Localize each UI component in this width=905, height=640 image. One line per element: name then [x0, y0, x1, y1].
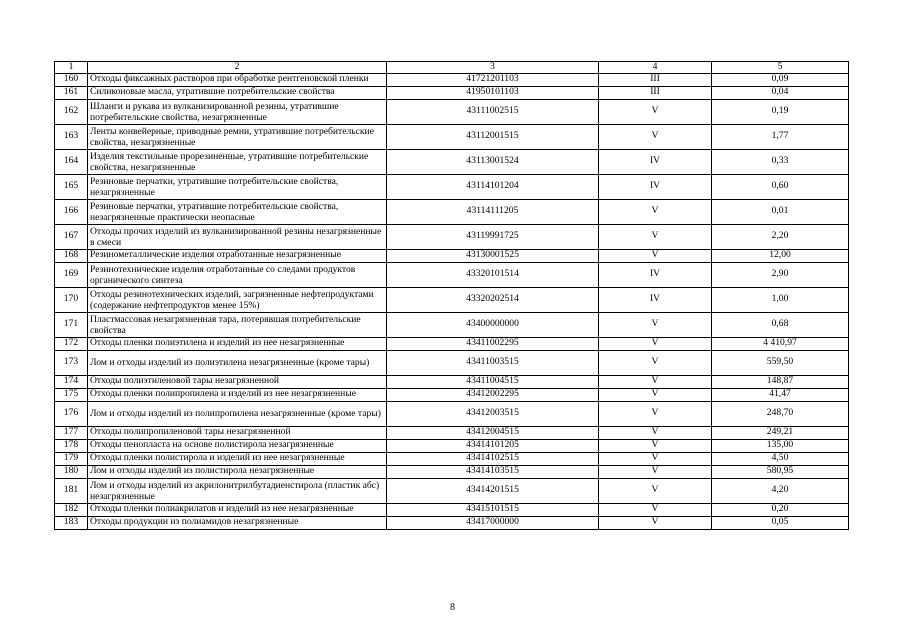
hazard-class-cell: V [599, 124, 712, 149]
waste-table [54, 61, 849, 530]
amount-cell: 12,00 [712, 249, 849, 262]
fkko-code-cell: 43414201515 [387, 478, 599, 503]
row-number-cell: 162 [55, 99, 88, 124]
table-row [55, 375, 849, 388]
amount-cell: 2,90 [712, 262, 849, 287]
hazard-class-cell: V [599, 503, 712, 516]
table-row [55, 388, 849, 401]
waste-name-cell: Отходы фиксажных растворов при обработке рентгеновской пленки [88, 73, 387, 86]
row-number-cell: 160 [55, 73, 88, 86]
waste-name-cell: Резинотехнические изделия отработанные со следами продуктов органического синтеза [88, 262, 387, 287]
page-number: 8 [450, 602, 455, 613]
table-row [55, 199, 849, 224]
amount-cell: 0,20 [712, 503, 849, 516]
fkko-code-cell: 43130001525 [387, 249, 599, 262]
waste-name-cell: Ленты конвейерные, приводные ремни, утратившие потребительские свойства, незагрязненные [88, 124, 387, 149]
fkko-code-cell: 43415101515 [387, 503, 599, 516]
row-number-cell: 175 [55, 388, 88, 401]
row-number-cell: 163 [55, 124, 88, 149]
table-row [55, 426, 849, 439]
amount-cell: 1,77 [712, 124, 849, 149]
waste-name-cell: Отходы пленки полиакрилатов и изделий из нее незагрязненные [88, 503, 387, 516]
amount-cell: 0,09 [712, 73, 849, 86]
fkko-code-cell: 43411004515 [387, 375, 599, 388]
fkko-code-cell: 43411003515 [387, 350, 599, 375]
table-row [55, 73, 849, 86]
table-row [55, 439, 849, 452]
waste-name-cell: Шланги и рукава из вулканизированной резины, утратившие потребительские свойства, незагрязненные [88, 99, 387, 124]
waste-name-cell: Отходы пенопласта на основе полистирола незагрязненные [88, 439, 387, 452]
hazard-class-cell: V [599, 99, 712, 124]
hazard-class-cell: V [599, 375, 712, 388]
table-row [55, 312, 849, 337]
row-number-cell: 166 [55, 199, 88, 224]
waste-name-cell: Лом и отходы изделий из полипропилена незагрязненные (кроме тары) [88, 401, 387, 426]
amount-cell: 0,68 [712, 312, 849, 337]
amount-cell: 1,00 [712, 287, 849, 312]
fkko-code-cell: 43417000000 [387, 516, 599, 529]
hazard-class-cell: V [599, 439, 712, 452]
fkko-code-cell: 43412002295 [387, 388, 599, 401]
row-number-cell: 168 [55, 249, 88, 262]
fkko-code-cell: 43112001515 [387, 124, 599, 149]
row-number-cell: 173 [55, 350, 88, 375]
fkko-code-cell: 43320101514 [387, 262, 599, 287]
table-row [55, 478, 849, 503]
header-col-4: 4 [599, 62, 712, 74]
hazard-class-cell: III [599, 73, 712, 86]
header-col-1: 1 [55, 62, 88, 74]
fkko-code-cell: 43114111205 [387, 199, 599, 224]
amount-cell: 41,47 [712, 388, 849, 401]
hazard-class-cell: III [599, 86, 712, 99]
waste-name-cell: Резинометаллические изделия отработанные незагрязненные [88, 249, 387, 262]
table-row [55, 516, 849, 529]
hazard-class-cell: V [599, 516, 712, 529]
waste-name-cell: Лом и отходы изделий из полиэтилена незагрязненные (кроме тары) [88, 350, 387, 375]
row-number-cell: 174 [55, 375, 88, 388]
hazard-class-cell: V [599, 401, 712, 426]
amount-cell: 0,33 [712, 149, 849, 174]
amount-cell: 0,01 [712, 199, 849, 224]
amount-cell: 0,04 [712, 86, 849, 99]
waste-name-cell: Отходы прочих изделий из вулканизированной резины незагрязненные в смеси [88, 224, 387, 249]
amount-cell: 248,70 [712, 401, 849, 426]
table-row [55, 465, 849, 478]
amount-cell: 559,50 [712, 350, 849, 375]
row-number-cell: 176 [55, 401, 88, 426]
waste-name-cell: Резиновые перчатки, утратившие потребительские свойства, незагрязненные [88, 174, 387, 199]
amount-cell: 4,20 [712, 478, 849, 503]
header-col-2: 2 [88, 62, 387, 74]
hazard-class-cell: V [599, 337, 712, 350]
fkko-code-cell: 43414103515 [387, 465, 599, 478]
row-number-cell: 167 [55, 224, 88, 249]
table-row [55, 99, 849, 124]
fkko-code-cell: 43412004515 [387, 426, 599, 439]
amount-cell: 0,19 [712, 99, 849, 124]
hazard-class-cell: IV [599, 287, 712, 312]
waste-name-cell: Отходы пленки полипропилена и изделий из нее незагрязненные [88, 388, 387, 401]
hazard-class-cell: IV [599, 149, 712, 174]
fkko-code-cell: 43400000000 [387, 312, 599, 337]
waste-name-cell: Отходы полиэтиленовой тары незагрязненной [88, 375, 387, 388]
hazard-class-cell: V [599, 249, 712, 262]
amount-cell: 0,60 [712, 174, 849, 199]
table-row [55, 149, 849, 174]
waste-name-cell: Отходы резинотехнических изделий, загрязненные нефтепродуктами (содержание нефтепродуктов менее 15%) [88, 287, 387, 312]
row-number-cell: 180 [55, 465, 88, 478]
amount-cell: 249,21 [712, 426, 849, 439]
table-row [55, 337, 849, 350]
row-number-cell: 178 [55, 439, 88, 452]
table-row [55, 262, 849, 287]
table-header-row [55, 62, 849, 74]
fkko-code-cell: 43111002515 [387, 99, 599, 124]
table-row [55, 124, 849, 149]
fkko-code-cell: 43320202514 [387, 287, 599, 312]
table-row [55, 287, 849, 312]
hazard-class-cell: V [599, 199, 712, 224]
waste-name-cell: Резиновые перчатки, утратившие потребительские свойства, незагрязненные практически неопасные [88, 199, 387, 224]
hazard-class-cell: V [599, 388, 712, 401]
table-row [55, 503, 849, 516]
hazard-class-cell: V [599, 465, 712, 478]
fkko-code-cell: 43414102515 [387, 452, 599, 465]
hazard-class-cell: V [599, 350, 712, 375]
row-number-cell: 165 [55, 174, 88, 199]
row-number-cell: 161 [55, 86, 88, 99]
row-number-cell: 169 [55, 262, 88, 287]
waste-name-cell: Изделия текстильные прорезиненные, утратившие потребительские свойства, незагрязненные [88, 149, 387, 174]
hazard-class-cell: V [599, 478, 712, 503]
amount-cell: 2,20 [712, 224, 849, 249]
fkko-code-cell: 43411002295 [387, 337, 599, 350]
hazard-class-cell: IV [599, 174, 712, 199]
row-number-cell: 177 [55, 426, 88, 439]
table-row [55, 224, 849, 249]
row-number-cell: 164 [55, 149, 88, 174]
fkko-code-cell: 43414101205 [387, 439, 599, 452]
hazard-class-cell: V [599, 452, 712, 465]
fkko-code-cell: 43412003515 [387, 401, 599, 426]
fkko-code-cell: 41950101103 [387, 86, 599, 99]
table-row [55, 249, 849, 262]
waste-name-cell: Отходы полипропиленовой тары незагрязненной [88, 426, 387, 439]
waste-name-cell: Силиконовые масла, утратившие потребительские свойства [88, 86, 387, 99]
hazard-class-cell: V [599, 426, 712, 439]
waste-name-cell: Лом и отходы изделий из акрилонитрилбутадиенстирола (пластик абс) незагрязненные [88, 478, 387, 503]
waste-name-cell: Отходы пленки полистирола и изделий из нее незагрязненные [88, 452, 387, 465]
fkko-code-cell: 43114101204 [387, 174, 599, 199]
hazard-class-cell: V [599, 312, 712, 337]
amount-cell: 135,00 [712, 439, 849, 452]
amount-cell: 4 410,97 [712, 337, 849, 350]
fkko-code-cell: 43113001524 [387, 149, 599, 174]
waste-name-cell: Отходы пленки полиэтилена и изделий из нее незагрязненные [88, 337, 387, 350]
amount-cell: 4,50 [712, 452, 849, 465]
table-row [55, 86, 849, 99]
amount-cell: 0,05 [712, 516, 849, 529]
row-number-cell: 182 [55, 503, 88, 516]
table-body [55, 73, 849, 529]
table-row [55, 452, 849, 465]
amount-cell: 148,87 [712, 375, 849, 388]
waste-name-cell: Лом и отходы изделий из полистирола незагрязненные [88, 465, 387, 478]
row-number-cell: 170 [55, 287, 88, 312]
table-row [55, 174, 849, 199]
waste-name-cell: Отходы продукции из полиамидов незагрязненные [88, 516, 387, 529]
waste-name-cell: Пластмассовая незагрязненная тара, потерявшая потребительские свойства [88, 312, 387, 337]
header-col-3: 3 [387, 62, 599, 74]
hazard-class-cell: V [599, 224, 712, 249]
amount-cell: 580,95 [712, 465, 849, 478]
row-number-cell: 172 [55, 337, 88, 350]
hazard-class-cell: IV [599, 262, 712, 287]
row-number-cell: 181 [55, 478, 88, 503]
fkko-code-cell: 41721201103 [387, 73, 599, 86]
row-number-cell: 183 [55, 516, 88, 529]
row-number-cell: 171 [55, 312, 88, 337]
table-row [55, 401, 849, 426]
header-col-5: 5 [712, 62, 849, 74]
row-number-cell: 179 [55, 452, 88, 465]
table-row [55, 350, 849, 375]
fkko-code-cell: 43119991725 [387, 224, 599, 249]
